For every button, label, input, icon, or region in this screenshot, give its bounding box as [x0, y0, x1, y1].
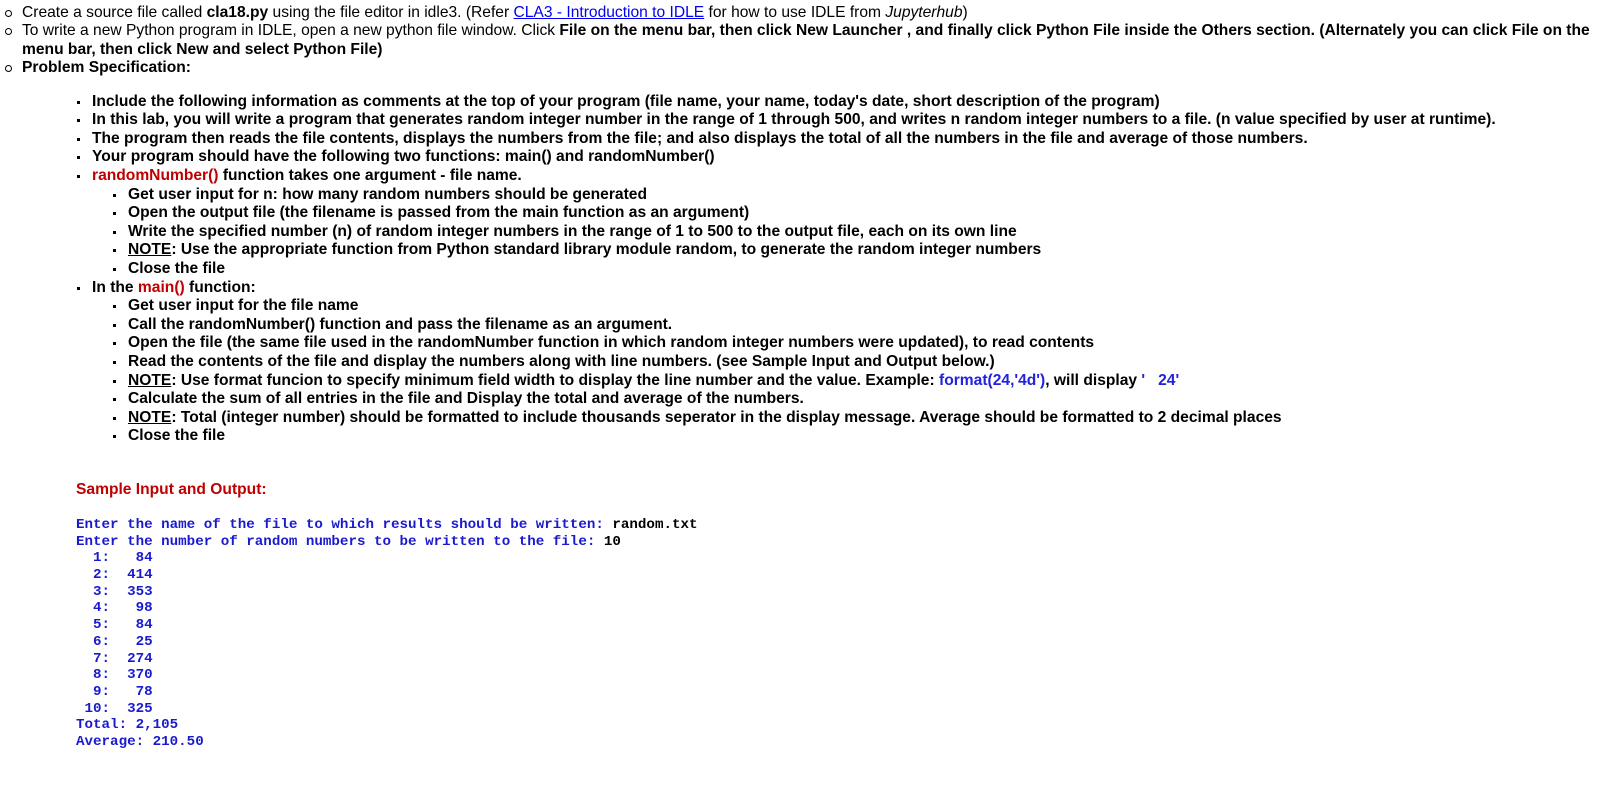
console-line: 7: 274: [76, 650, 153, 667]
sub-item: Read the contents of the file and display the numbers along with line numbers. (see Sample Input and Output below.): [128, 353, 1607, 372]
instruction-item-new-program: [22, 22, 1607, 59]
instruction-text: ): [962, 4, 968, 21]
random-number-fn-name: randomNumber(): [92, 167, 219, 184]
note-label: NOTE: [128, 241, 172, 259]
console-prompt: Enter the number of random numbers to be written to the file:: [76, 533, 604, 550]
instruction-bold-text: File on the menu bar, then click New Launcher , and finally click Python File inside the Others section. (Alternately you can click File on the menu bar, then click New and select Python File): [22, 22, 1590, 58]
sub-item-note: [128, 241, 1607, 260]
sample-section: [76, 481, 1607, 751]
sub-item: Open the output file (the filename is passed from the main function as an argument): [128, 204, 1607, 223]
spec-list: [22, 93, 1607, 446]
console-line: 2: 414: [76, 567, 153, 584]
console-prompt: Enter the name of the file to which results should be written:: [76, 516, 613, 533]
sub-item: Get user input for the file name: [128, 297, 1607, 316]
console-line: 5: 84: [76, 617, 153, 634]
instruction-list: [0, 4, 1607, 446]
instruction-text: Create a source file called: [22, 4, 207, 21]
spec-item-random-number: [92, 167, 1607, 279]
cla3-link[interactable]: CLA3 - Introduction to IDLE: [513, 4, 705, 21]
format-example-result: ' 24': [1141, 371, 1180, 389]
note-text: , will display: [1045, 371, 1142, 389]
sub-item: Get user input for n: how many random numbers should be generated: [128, 186, 1607, 205]
console-line: 4: 98: [76, 600, 153, 617]
instruction-item-create-file: [22, 4, 1607, 22]
console-line: 9: 78: [76, 683, 153, 700]
sample-console-output: [76, 517, 1607, 751]
sub-item: Open the file (the same file used in the randomNumber function in which random integer numbers were updated), to read contents: [128, 334, 1607, 353]
spec-item: Your program should have the following two functions: main() and randomNumber(): [92, 148, 1607, 167]
sub-item: Calculate the sum of all entries in the file and Display the total and average of the numbers.: [128, 390, 1607, 409]
instruction-text: To write a new Python program in IDLE, open a new python file window. Click: [22, 22, 560, 40]
console-total: Total: 2,105: [76, 717, 179, 734]
console-average: Average: 210.50: [76, 734, 204, 751]
note-label: NOTE: [128, 408, 172, 426]
console-line: 10: 325: [76, 700, 153, 717]
note-text: : Use format funcion to specify minimum field width to display the line number and the value. Example:: [171, 371, 940, 389]
jupyterhub-text: Jupyterhub: [885, 4, 963, 21]
console-line: 6: 25: [76, 633, 153, 650]
format-example-code: format(24,'4d'): [939, 371, 1046, 389]
main-sublist: [92, 297, 1607, 446]
note-text: : Total (integer number) should be formatted to include thousands seperator in the display message. Average should be formatted to 2 decimal places: [171, 408, 1282, 426]
note-label: NOTE: [128, 371, 172, 389]
console-user-input: 10: [603, 533, 621, 550]
instruction-text: using the file editor in idle3. (Refer: [268, 4, 514, 21]
sub-item: Write the specified number (n) of random integer numbers in the range of 1 to 500 to the output file, each on its own line: [128, 223, 1607, 242]
spec-text: In the: [92, 278, 138, 296]
problem-spec-heading: Problem Specification:: [22, 59, 191, 77]
spec-text: function:: [184, 278, 256, 296]
sub-item-note: [128, 372, 1607, 391]
sample-title: Sample Input and Output:: [76, 480, 267, 498]
sub-item-note: [128, 409, 1607, 428]
sub-item: Call the randomNumber() function and pass the filename as an argument.: [128, 316, 1607, 335]
spec-text: function takes one argument - file name.: [218, 167, 522, 184]
instruction-text: for how to use IDLE from: [704, 4, 886, 21]
sub-item: Close the file: [128, 260, 1607, 279]
note-text: : Use the appropriate function from Python standard library module random, to generate the random integer numbers: [171, 241, 1042, 259]
console-line: 3: 353: [76, 583, 153, 600]
spec-item: In this lab, you will write a program that generates random integer number in the range of 1 through 500, and writes n random integer numbers to a file. (n value specified by user at runtime).: [92, 111, 1607, 130]
spec-item: Include the following information as comments at the top of your program (file name, your name, today's date, short description of the program): [92, 93, 1607, 112]
spec-item: The program then reads the file contents, displays the numbers from the file; and also displays the total of all the numbers in the file and average of those numbers.: [92, 130, 1607, 149]
instruction-item-problem-spec: [22, 59, 1607, 446]
main-fn-name: main(): [137, 278, 185, 296]
console-user-input: random.txt: [612, 516, 698, 533]
sub-item: Close the file: [128, 427, 1607, 446]
spec-item-main: [92, 279, 1607, 446]
console-line: 8: 370: [76, 667, 153, 684]
console-line: 1: 84: [76, 550, 153, 567]
filename-text: cla18.py: [206, 4, 269, 21]
random-number-sublist: [92, 186, 1607, 279]
